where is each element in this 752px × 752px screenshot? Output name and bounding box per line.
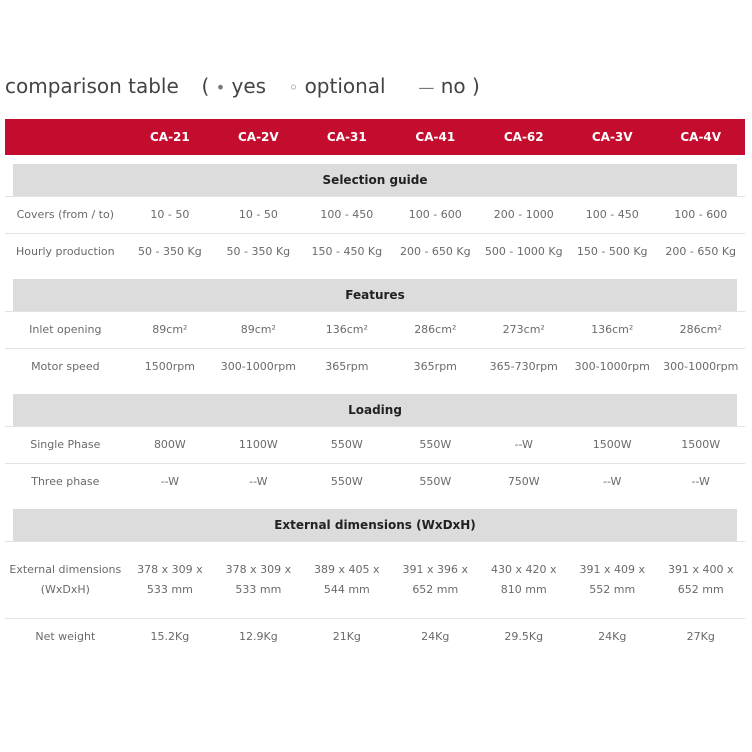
table-cell: 27Kg <box>656 619 745 656</box>
table-cell: 430 x 420 x 810 mm <box>480 542 568 619</box>
row-label: Single Phase <box>5 427 126 464</box>
table-cell: 365rpm <box>303 349 391 386</box>
column-header-ca-62: CA-62 <box>480 119 568 155</box>
table-cell: 365-730rpm <box>480 349 568 386</box>
table-cell: 378 x 309 x 533 mm <box>126 542 214 619</box>
legend-optional: optional <box>304 74 386 98</box>
yes-dot-icon: • <box>215 78 226 97</box>
optional-circle-icon: ◦ <box>288 78 299 97</box>
table-cell: 800W <box>126 427 214 464</box>
row-label: Inlet opening <box>5 312 126 349</box>
title-text: comparison table <box>5 74 179 98</box>
row-label: Hourly production <box>5 234 126 271</box>
row-label: Three phase <box>5 464 126 501</box>
table-row <box>5 197 745 234</box>
table-cell: --W <box>126 464 214 501</box>
table-cell: 12.9Kg <box>214 619 302 656</box>
header-row <box>5 119 745 155</box>
table-cell: 89cm² <box>214 312 302 349</box>
row-label: Covers (from / to) <box>5 197 126 234</box>
column-header-ca-2v: CA-2V <box>214 119 302 155</box>
table-cell: 391 x 409 x 552 mm <box>568 542 656 619</box>
table-cell: 286cm² <box>391 312 479 349</box>
column-header-ca-31: CA-31 <box>303 119 391 155</box>
section-title: External dimensions (WxDxH) <box>13 509 737 541</box>
table-cell: 89cm² <box>126 312 214 349</box>
table-cell: 550W <box>391 464 479 501</box>
table-cell: 550W <box>303 427 391 464</box>
table-cell: 550W <box>303 464 391 501</box>
table-cell: 286cm² <box>656 312 745 349</box>
comparison-table <box>5 119 745 655</box>
table-cell: 50 - 350 Kg <box>126 234 214 271</box>
column-header-ca-3v: CA-3V <box>568 119 656 155</box>
header-corner <box>5 119 126 155</box>
table-cell: 15.2Kg <box>126 619 214 656</box>
row-label: External dimensions (WxDxH) <box>5 542 126 619</box>
table-row <box>5 427 745 464</box>
table-row <box>5 349 745 386</box>
table-cell: 391 x 396 x 652 mm <box>391 542 479 619</box>
column-header-ca-41: CA-41 <box>391 119 479 155</box>
section-selection-guide <box>5 155 745 197</box>
table-cell: --W <box>656 464 745 501</box>
table-row <box>5 312 745 349</box>
table-cell: --W <box>480 427 568 464</box>
section-title: Loading <box>13 394 737 426</box>
table-cell: 150 - 500 Kg <box>568 234 656 271</box>
legend-no: no ) <box>440 74 480 98</box>
table-cell: 365rpm <box>391 349 479 386</box>
table-row <box>5 234 745 271</box>
legend-yes: yes <box>231 74 267 98</box>
table-cell: 300-1000rpm <box>568 349 656 386</box>
row-label: Motor speed <box>5 349 126 386</box>
page-title <box>5 74 480 98</box>
table-cell: 300-1000rpm <box>656 349 745 386</box>
table-cell: 50 - 350 Kg <box>214 234 302 271</box>
section-features <box>5 270 745 312</box>
table-cell: 200 - 650 Kg <box>656 234 745 271</box>
table-cell: 1500W <box>656 427 745 464</box>
table-cell: 10 - 50 <box>126 197 214 234</box>
table-cell: 200 - 650 Kg <box>391 234 479 271</box>
table-cell: --W <box>214 464 302 501</box>
table-cell: 750W <box>480 464 568 501</box>
table-cell: 21Kg <box>303 619 391 656</box>
no-dash-icon: — <box>418 78 435 97</box>
table-cell: --W <box>568 464 656 501</box>
column-header-ca-4v: CA-4V <box>656 119 745 155</box>
table-cell: 24Kg <box>391 619 479 656</box>
comparison-table-container <box>5 119 745 655</box>
section-title: Features <box>13 279 737 311</box>
table-cell: 24Kg <box>568 619 656 656</box>
table-cell: 1500rpm <box>126 349 214 386</box>
table-cell: 389 x 405 x 544 mm <box>303 542 391 619</box>
table-row <box>5 542 745 619</box>
section-external-dimensions <box>5 500 745 542</box>
table-cell: 378 x 309 x 533 mm <box>214 542 302 619</box>
table-cell: 200 - 1000 <box>480 197 568 234</box>
table-cell: 100 - 600 <box>391 197 479 234</box>
section-loading <box>5 385 745 427</box>
table-cell: 100 - 450 <box>303 197 391 234</box>
row-label: Net weight <box>5 619 126 656</box>
table-cell: 100 - 600 <box>656 197 745 234</box>
table-cell: 100 - 450 <box>568 197 656 234</box>
table-cell: 1100W <box>214 427 302 464</box>
column-header-ca-21: CA-21 <box>126 119 214 155</box>
table-cell: 391 x 400 x 652 mm <box>656 542 745 619</box>
table-cell: 500 - 1000 Kg <box>480 234 568 271</box>
table-cell: 136cm² <box>568 312 656 349</box>
table-cell: 1500W <box>568 427 656 464</box>
table-cell: 550W <box>391 427 479 464</box>
table-cell: 136cm² <box>303 312 391 349</box>
table-cell: 273cm² <box>480 312 568 349</box>
table-row <box>5 619 745 656</box>
table-cell: 29.5Kg <box>480 619 568 656</box>
table-cell: 300-1000rpm <box>214 349 302 386</box>
table-row <box>5 464 745 501</box>
table-cell: 150 - 450 Kg <box>303 234 391 271</box>
section-title: Selection guide <box>13 164 737 196</box>
table-cell: 10 - 50 <box>214 197 302 234</box>
legend-open: ( <box>201 74 210 98</box>
